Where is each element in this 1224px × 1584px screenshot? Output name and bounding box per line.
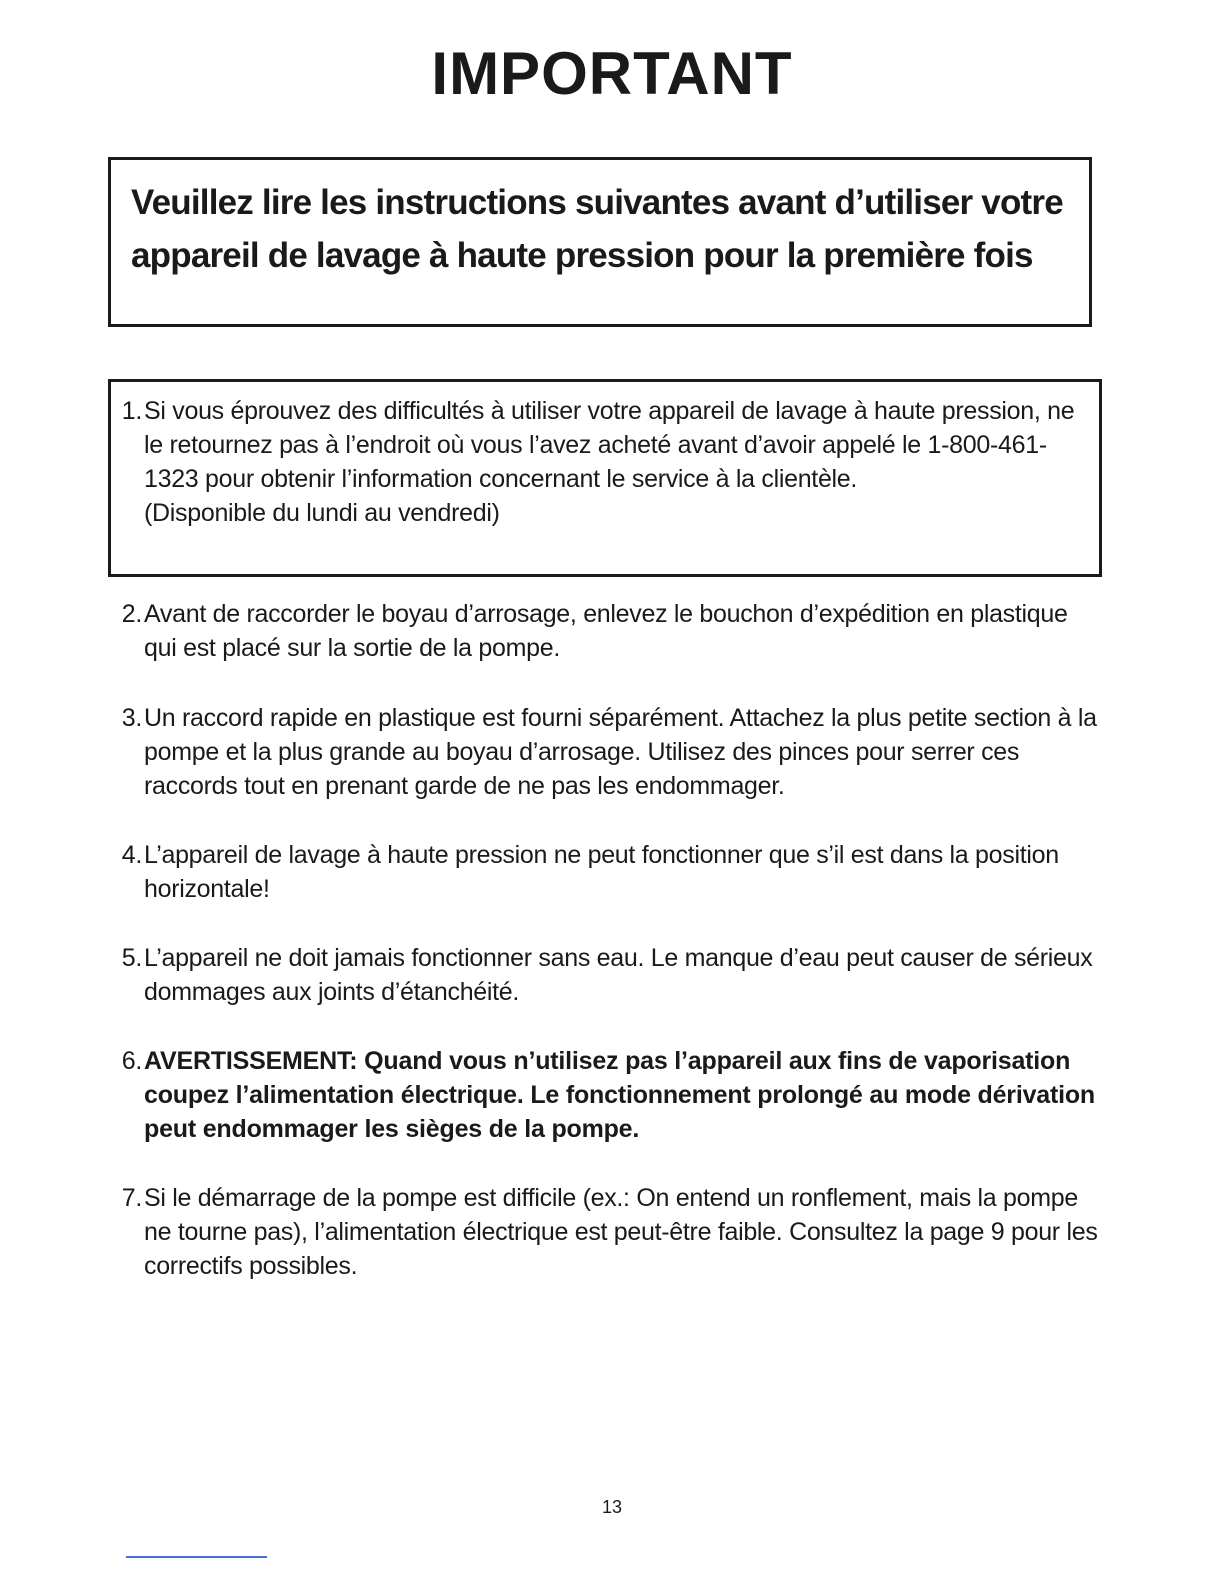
item-text: Un raccord rapide en plastique est fourni séparément. Attachez la plus petite section à la pompe et la plus grande au boyau d’arrosage. Utilisez des pinces pour serrer ces raccords tout en prenant garde de ne pas les endommager.	[144, 704, 1097, 800]
list-item-2	[104, 597, 1104, 665]
list-item-4	[104, 838, 1104, 906]
list-item-1	[104, 394, 1089, 530]
item-number: 1.	[121, 397, 142, 425]
item-text: Si le démarrage de la pompe est difficile (ex.: On entend un ronflement, mais la pompe ne tourne pas), l’alimentation électrique est peut-être faible. Consultez la page 9 pour les correctifs possibles.	[144, 1184, 1098, 1280]
item-text: Avant de raccorder le boyau d’arrosage, enlevez le bouchon d’expédition en plastique qui est placé sur la sortie de la pompe.	[144, 600, 1068, 662]
item-text: Si vous éprouvez des difficultés à utiliser votre appareil de lavage à haute pression, ne le retournez pas à l’endroit où vous l’avez acheté avant d’avoir appelé le 1-800-461-1323 pour obtenir l’information concernant le service à la clientèle.	[144, 397, 1075, 493]
scan-artifact-line	[126, 1556, 267, 1558]
item-number: 3.	[121, 704, 142, 732]
list-item-3	[104, 701, 1104, 803]
item-number: 7.	[121, 1184, 142, 1212]
item-number: 2.	[121, 600, 142, 628]
item-number: 4.	[121, 841, 142, 869]
page-number: 13	[601, 1497, 623, 1517]
item-number: 6.	[121, 1047, 142, 1075]
item-note: (Disponible du lundi au vendredi)	[144, 499, 500, 527]
list-item-6-warning	[104, 1044, 1104, 1146]
warning-text: AVERTISSEMENT: Quand vous n’utilisez pas l’appareil aux fins de vaporisation coupez l’alimentation électrique. Le fonctionnement prolongé au mode dérivation peut endommager les sièges de la pompe.	[144, 1047, 1095, 1143]
item-text: L’appareil de lavage à haute pression ne peut fonctionner que s’il est dans la position horizontale!	[144, 841, 1059, 903]
list-item-7	[104, 1181, 1104, 1283]
notice-heading: Veuillez lire les instructions suivantes avant d’utiliser votre appareil de lavage à haute pression pour la première fois	[131, 183, 1063, 275]
page-title: IMPORTANT	[431, 40, 793, 107]
list-item-5	[104, 941, 1104, 1009]
item-text: L’appareil ne doit jamais fonctionner sans eau. Le manque d’eau peut causer de sérieux dommages aux joints d’étanchéité.	[144, 944, 1093, 1006]
item-number: 5.	[121, 944, 142, 972]
instructions-notice-box	[108, 157, 1092, 327]
